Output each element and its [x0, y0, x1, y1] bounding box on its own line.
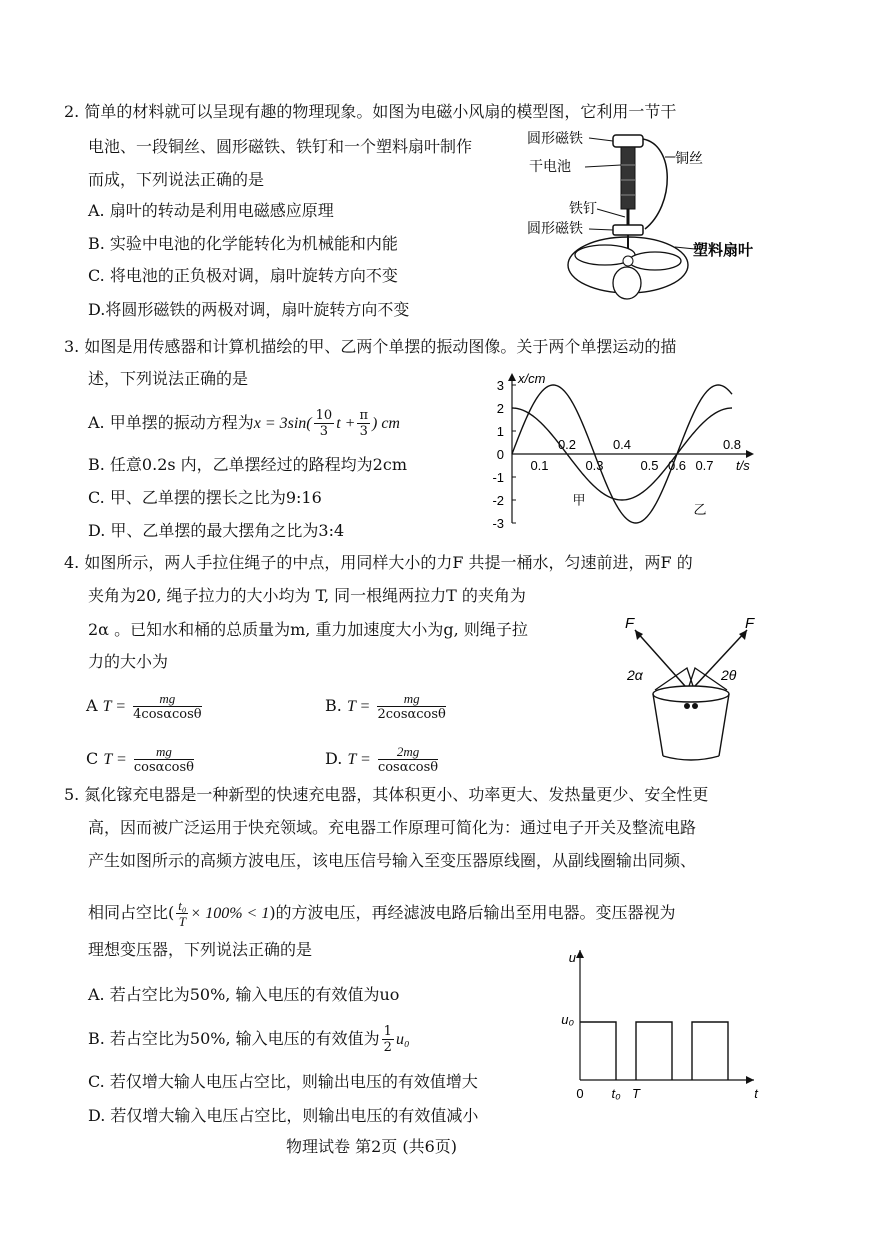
q2-line2: 电池、一段铜丝、圆形磁铁、铁钉和一个塑料扇叶制作: [88, 137, 473, 156]
q5-option-a: A. 若占空比为50%, 输入电压的有效值为uo: [88, 985, 400, 1004]
q4-optd-num: 2mg: [378, 745, 438, 760]
q4-line2: 夹角为20, 绳子拉力的大小均为 T, 同一根绳两拉力T 的夹角为: [88, 586, 526, 605]
q4-optd-label: D.: [325, 749, 343, 768]
q3-frac2-den: 3: [359, 423, 368, 439]
pulse-3: [692, 1022, 728, 1080]
q5-optb-frac: [382, 1025, 394, 1055]
y-axis-arrow: [508, 373, 516, 381]
page-footer: 物理试卷 第2页 (共6页): [286, 1137, 458, 1156]
q3-frac1: [314, 409, 335, 439]
q3-line2: 述，下列说法正确的是: [88, 369, 249, 388]
q5-option-d: D. 若仅增大输入电压占空比，则输出电压的有效值减小: [88, 1106, 479, 1125]
q3-option-a: [88, 408, 400, 439]
q4-option-b: B. T = $\frac{mg}{2\cos\alpha\cos\theta}$: [325, 690, 446, 722]
x-tick-label: 0.4: [612, 437, 632, 452]
series-label: 甲: [572, 492, 586, 508]
q5-line4-after: × 100% < 1: [190, 905, 270, 922]
q2-option-c: C. 将电池的正负极对调，扇叶旋转方向不变: [88, 266, 398, 285]
q4-optb-label: B.: [325, 696, 342, 715]
q4-optd-frac: [378, 745, 438, 775]
y-axis-label: x/cm: [518, 371, 546, 386]
q2-option-a: A. 扇叶的转动是利用电磁感应原理: [88, 201, 334, 220]
q5-line1: 5. 氮化镓充电器是一种新型的快速充电器，其体积更小、功率更大、发热量更少、安全性更: [64, 785, 709, 804]
q4-option-d: D. T = $\frac{2mg}{\cos\alpha\cos\theta}$: [325, 743, 439, 775]
y-tick-label: -2: [492, 493, 504, 508]
q4-opta-label: A: [86, 696, 98, 715]
q3-frac2: [357, 409, 370, 439]
fan-blade: [613, 267, 641, 299]
theta-label: 2θ: [721, 667, 737, 683]
q3-opta-tail: ) cm: [371, 415, 400, 432]
q4-opta-frac: [133, 692, 201, 722]
label-battery: 干电池: [529, 158, 571, 174]
force-label-right: F: [745, 615, 755, 632]
x-axis-arrow: [746, 450, 754, 458]
y-tick-label: 0: [496, 447, 504, 462]
q3-opta-mid: t +: [336, 415, 356, 432]
q5-line2: 高，因而被广泛运用于快充领域。充电器工作原理可简化为：通过电子开关及整流电路: [88, 818, 697, 837]
x-tick-label: 0.3: [585, 458, 604, 473]
q5-duty-num: t₀: [178, 897, 187, 913]
bucket-bottom: [663, 756, 719, 760]
y-tick-label: 1: [496, 424, 504, 439]
q5-optb-den: 2: [383, 1039, 392, 1055]
q5-line5: 理想变压器，下列说法正确的是: [88, 940, 313, 959]
q5-line4: [88, 898, 676, 929]
pulse-2: [636, 1022, 672, 1080]
label-copper: 铜丝: [675, 150, 703, 166]
top-magnet: [613, 135, 643, 147]
q2-line3: 而成，下列说法正确的是: [88, 170, 265, 189]
x-tick-label: 0.8: [722, 437, 742, 452]
label-nail: 铁钉: [569, 200, 597, 216]
q3-frac2-num: π: [359, 407, 368, 423]
q5-line3: 产生如图所示的高频方波电压，该电压信号输入至变压器原线圈，从副线圈输出同频、: [88, 851, 697, 870]
q5-option-c: C. 若仅增大输人电压占空比，则输出电压的有效值增大: [88, 1072, 478, 1091]
y-tick-label: 2: [496, 401, 504, 416]
pulse-1: [580, 1022, 616, 1080]
q4-optc-num: mg: [134, 745, 194, 760]
T-label: T: [632, 1086, 640, 1101]
battery-body: [621, 147, 635, 209]
q5-duty-den: T: [178, 913, 186, 929]
t-axis-label: t: [754, 1086, 758, 1101]
q5-optb-num: 1: [383, 1023, 392, 1039]
y-tick-label: 3: [496, 378, 504, 393]
q3-option-b: B. 任意0.2s 内，乙单摆经过的路程均为2cm: [88, 455, 407, 474]
q4-optb-den: 2cosαcosθ: [377, 706, 446, 722]
q2-line1: 2. 简单的材料就可以呈现有趣的物理现象。如图为电磁小风扇的模型图，它利用一节干: [64, 102, 677, 121]
label-magnet-bottom: 圆形磁铁: [527, 220, 583, 236]
oscillation-chart: [478, 362, 768, 534]
x-tick-label: 0.7: [695, 458, 714, 473]
force-label-left: F: [625, 615, 635, 632]
q5-option-b: [88, 1024, 410, 1055]
square-wave-figure: [558, 942, 763, 1102]
q4-opta-den: 4cosαcosθ: [133, 706, 202, 722]
x-axis-label: t/s: [736, 458, 750, 473]
origin-label: 0: [576, 1086, 584, 1101]
q4-optd-den: cosαcosθ: [377, 759, 439, 775]
x-tick-label: 0.2: [557, 437, 577, 452]
label-fan: 塑料扇叶: [693, 242, 754, 259]
q3-option-d: D. 甲、乙单摆的最大摆角之比为3:4: [88, 521, 345, 540]
q4-line3: 2α 。已知水和桶的总质量为m, 重力加速度大小为g, 则绳子拉: [88, 620, 528, 639]
q3-line1: 3. 如图是用传感器和计算机描绘的甲、乙两个单摆的振动图像。关于两个单摆运动的描: [64, 337, 677, 356]
q4-optc-den: cosαcosθ: [133, 759, 195, 775]
q5-line4-prefix: 相同占空比(: [88, 903, 175, 922]
bottom-magnet: [613, 225, 643, 235]
q4-option-c: C T = $\frac{mg}{\cos\alpha\cos\theta}$: [86, 743, 195, 775]
q4-line4: 力的大小为: [88, 652, 169, 671]
series-label: 乙: [693, 501, 707, 517]
t0-label: t₀: [611, 1086, 621, 1101]
q2-option-d: D.将圆形磁铁的两极对调，扇叶旋转方向不变: [88, 300, 410, 319]
bucket-rim: [653, 686, 729, 702]
q3-opta-eq: x = 3sin(: [253, 415, 312, 432]
q4-optc-frac: [134, 745, 194, 775]
fan-blade: [629, 252, 681, 270]
x-tick-label: 0.1: [530, 458, 549, 473]
copper-wire: [643, 139, 667, 229]
alpha-label: 2α: [627, 667, 643, 683]
q3-opta-prefix: A. 甲单摆的振动方程为: [88, 413, 254, 432]
x-tick-label: 0.6: [667, 458, 687, 473]
fan-figure: [525, 125, 765, 310]
q3-frac1-num: 10: [315, 407, 333, 423]
u-axis-label: u: [568, 950, 576, 965]
q5-line4-suffix: )的方波电压，再经滤波电路后输出至用电器。变压器视为: [269, 903, 676, 922]
q4-option-a: A T = $\frac{mg}{4\cos\alpha\cos\theta}$: [86, 690, 202, 722]
q4-line1: 4. 如图所示，两人手拉住绳子的中点，用同样大小的力F 共提一桶水，匀速前进，两F 的: [64, 553, 693, 572]
u0-label: u₀: [561, 1012, 574, 1027]
q3-frac1-den: 3: [319, 423, 329, 439]
x-tick-label: 0.5: [640, 458, 659, 473]
q2-option-b: B. 实验中电池的化学能转化为机械能和内能: [88, 234, 398, 253]
bucket-figure: [605, 608, 775, 768]
q4-optb-frac: [377, 692, 445, 722]
q4-opta-num: mg: [133, 692, 201, 707]
y-tick-label: -3: [492, 516, 504, 531]
y-tick-label: -1: [492, 470, 504, 485]
q3-option-c: C. 甲、乙单摆的摆长之比为9:16: [88, 488, 322, 507]
q5-optb-suffix: u₀: [395, 1031, 410, 1048]
q4-optb-num: mg: [377, 692, 445, 707]
label-magnet-top: 圆形磁铁: [527, 130, 583, 146]
q4-optc-label: C: [86, 749, 99, 768]
q5-duty-frac: [176, 899, 188, 929]
q5-optb-prefix: B. 若占空比为50%, 输入电压的有效值为: [88, 1029, 380, 1048]
